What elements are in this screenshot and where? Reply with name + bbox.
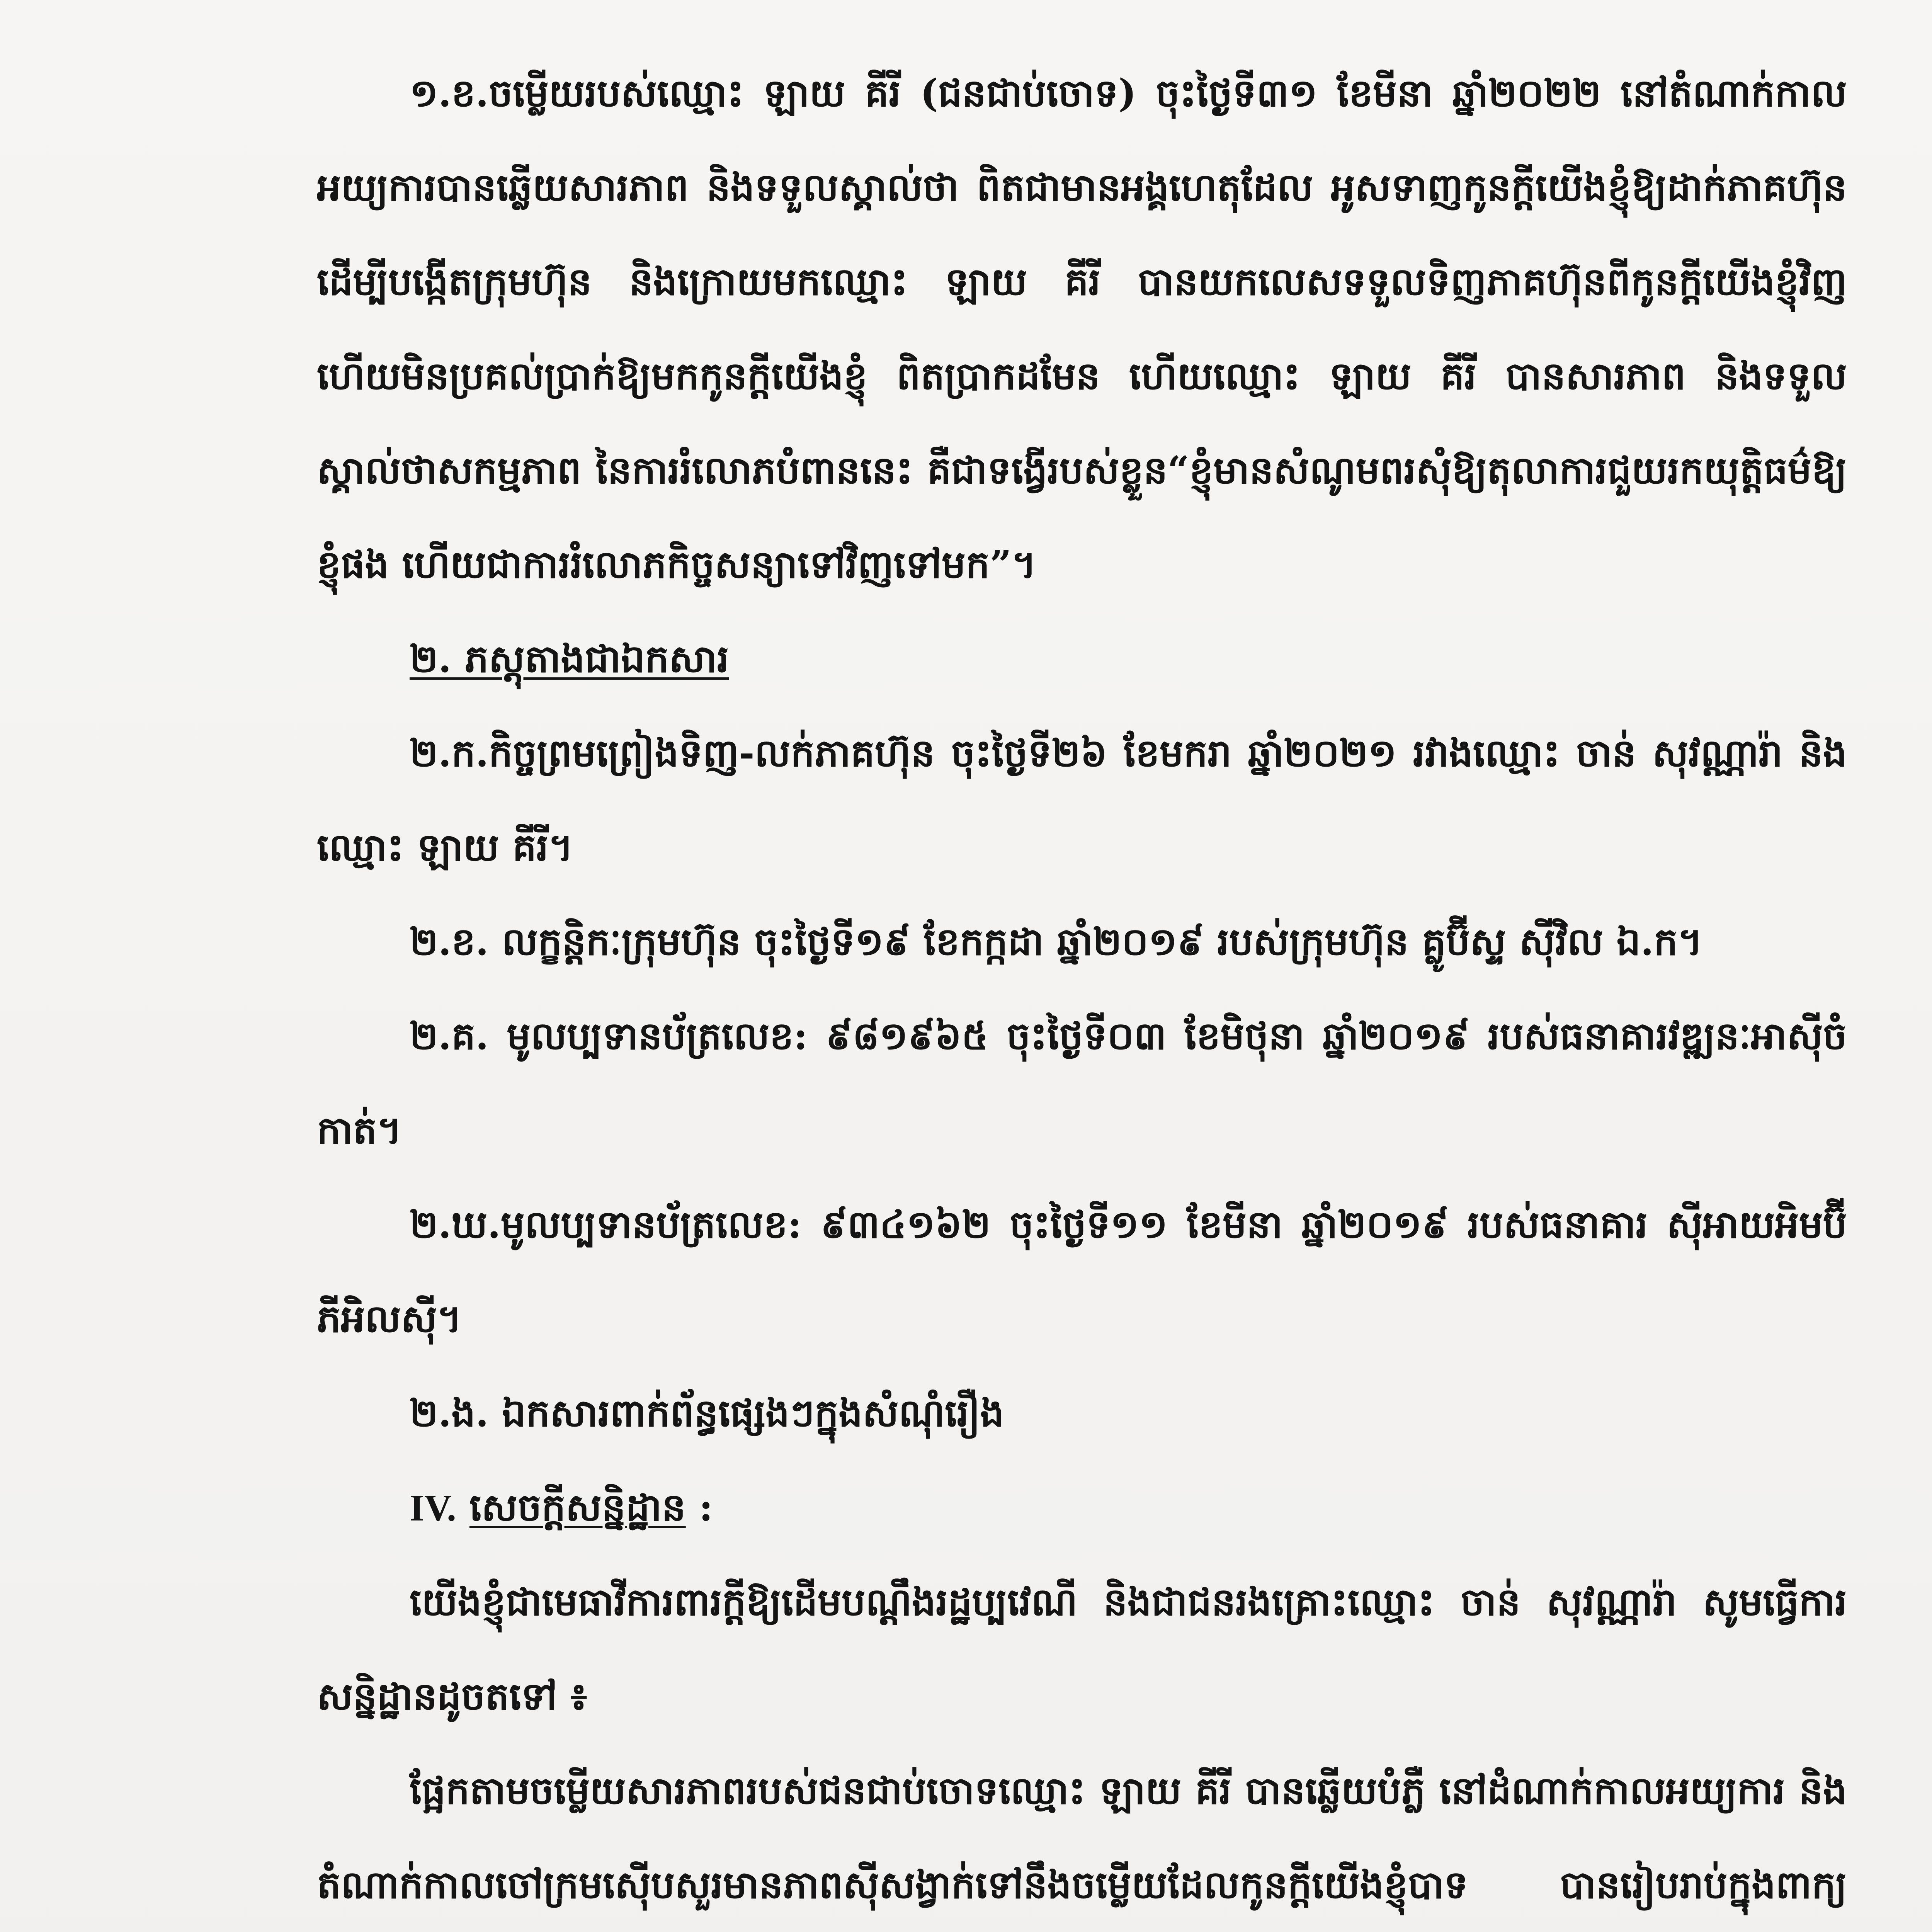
paragraph-1b-statement: ១.ខ.ចម្លើយរបស់ឈ្មោះ ឡាយ គីរី (ជនជាប់ចោទ) ចុះថ្ងៃទី៣១ ខែមីនា ឆ្នាំ២០២២ នៅតំណាក់កាលអយ្យការបានឆ្លើយសារភាព និងទទួលស្គាល់ថា ពិតជាមានអង្គហេតុដែល អូសទាញកូនក្តីយើងខ្ញុំឱ្យដាក់ភាគហ៊ុន ដើម្បីបង្កើតក្រុមហ៊ុន និងក្រោយមកឈ្មោះ ឡាយ គីរី បានយកលេសទទួលទិញភាគហ៊ុនពីកូនក្តីយើងខ្ញុំវិញ ហើយមិនប្រគល់ប្រាក់ឱ្យមកកូនក្តីយើងខ្ញុំ ពិតប្រាកដមែន ហើយឈ្មោះ ឡាយ គីរី បានសារភាព និងទទួលស្គាល់ថាសកម្មភាព នៃការរំលោភបំពាននេះ គឺជាទង្វើរបស់ខ្លួន“ខ្ញុំមានសំណូមពរសុំឱ្យតុលាការជួយរកយុត្តិធម៌ឱ្យខ្ញុំផង ហើយជាការរំលោភកិច្ចសន្យាទៅវិញទៅមក”។ (317, 71, 1847, 587)
evidence-item-2e: ២.ង. ឯកសារពាក់ព័ន្ធផ្សេងៗក្នុងសំណុំរឿង (410, 1391, 1004, 1435)
evidence-item-2d: ២.ឃ.មូលប្បទានប័ត្រលេខ: ៩៣៤១៦២ ចុះថ្ងៃទី១១ ខែមីនា ឆ្នាំ២០១៩ របស់ធនាគារ ស៊ីអាយអិមប៊ី ភីអិលស៊ី។ (317, 1202, 1847, 1341)
conclusion-intro-paragraph: យើងខ្ញុំជាមេធាវីការពារក្តីឱ្យដើមបណ្តឹងរដ្ឋប្បវេណី និងជាជនរងគ្រោះឈ្មោះ ចាន់ សុវណ្ណារ៉ា សូមធ្វើការសន្និដ្ឋានដូចតទៅ ៖ (317, 1580, 1847, 1719)
evidence-item-2c: ២.គ. មូលប្បទានប័ត្រលេខ: ៩៨១៩៦៥ ចុះថ្ងៃទី០៣ ខែមិថុនា ឆ្នាំ២០១៩ របស់ធនាគារវឌ្ឍនៈអាស៊ីចំកាត់។ (317, 1014, 1847, 1153)
document-body (317, 46, 1847, 1932)
evidence-item-2a: ២.ក.កិច្ចព្រមព្រៀងទិញ-លក់ភាគហ៊ុន ចុះថ្ងៃទី២៦ ខែមករា ឆ្នាំ២០២១ រវាងឈ្មោះ ចាន់ សុវណ្ណារ៉ា និងឈ្មោះ ឡាយ គីរី។ (317, 731, 1847, 870)
conclusion-heading-text: សេចក្តីសន្និដ្ឋាន (469, 1485, 686, 1530)
section-roman-numeral: IV. (410, 1487, 456, 1529)
conclusion-heading-colon: : (685, 1485, 713, 1530)
section-heading-documentary-evidence (317, 612, 1847, 706)
section-heading-conclusion (317, 1461, 1847, 1555)
evidence-item-2b: ២.ខ. លក្ខន្តិកៈក្រុមហ៊ុន ចុះថ្ងៃទី១៩ ខែកក្កដា ឆ្នាំ២០១៩ របស់ក្រុមហ៊ុន គ្លូប៊ីស្ទ ស៊ីវិល ឯ.ក។ (410, 920, 1703, 964)
section-heading-text: ២. ភស្តុតាងជាឯកសារ (410, 637, 729, 681)
conclusion-paragraph-confession: ផ្អែកតាមចម្លើយសារភាពរបស់ជនជាប់ចោទឈ្មោះ ឡាយ គីរី បានឆ្លើយបំភ្លឺ នៅដំណាក់កាលអយ្យការ និងតំណាក់កាលចៅក្រមស៊ើបសួរមានភាពស៊ីសង្វាក់ទៅនឹងចម្លើយដែលកូនក្តីយើងខ្ញុំបាទ បានរៀបរាប់ក្នុងពាក្យ (317, 1769, 1847, 1907)
